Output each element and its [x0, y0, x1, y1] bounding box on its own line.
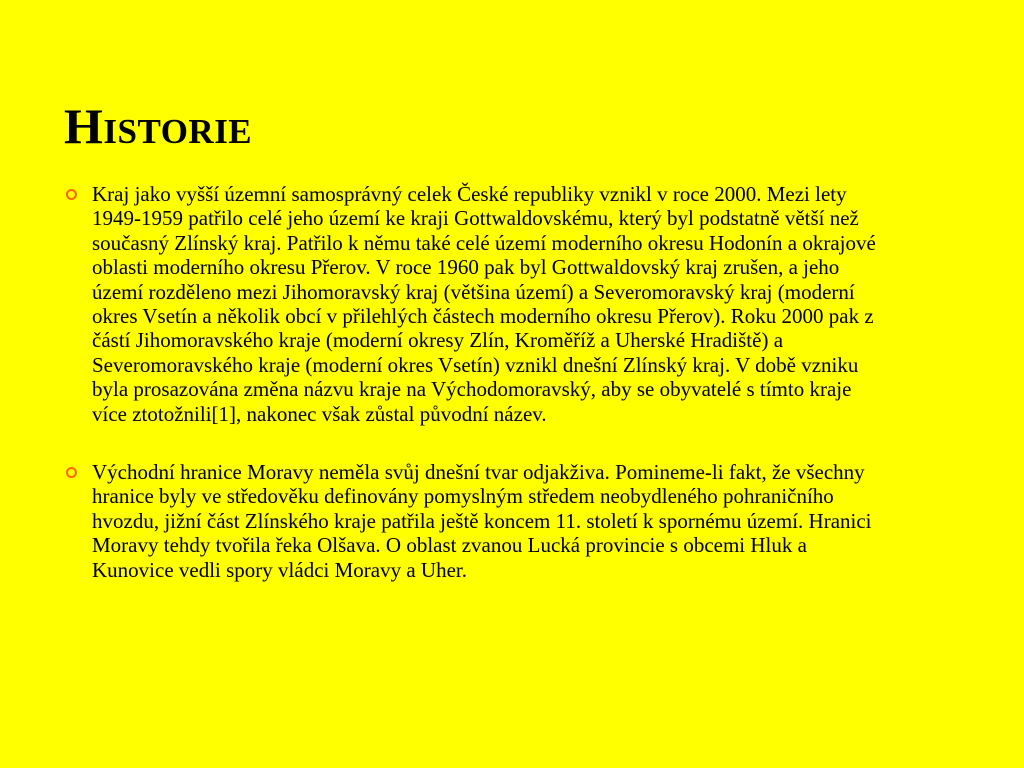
bullet-item-2	[66, 460, 886, 582]
hollow-circle-bullet-icon	[66, 189, 77, 200]
bullet-item-1	[66, 182, 886, 426]
bullet-list	[66, 182, 886, 582]
bullet-text-2: Východní hranice Moravy neměla svůj dnešní tvar odjakživa. Pomineme-li fakt, že všechny hranice byly ve středověku definovány pomyslným středem neobydleného pohraničního hvozdu, jižní část Zlínského kraje patřila ještě koncem 11. století k spornému území. Hranici Moravy tehdy tvořila řeka Olšava. O oblast zvanou Lucká provincie s obcemi Hluk a Kunovice vedli spory vládci Moravy a Uher.	[92, 460, 872, 582]
hollow-circle-bullet-icon	[66, 467, 77, 478]
bullet-text-1: Kraj jako vyšší územní samosprávný celek České republiky vznikl v roce 2000. Mezi lety 1949-1959 patřilo celé jeho území ke kraji Gottwaldovskému, který byl podstatně větší než současný Zlínský kraj. Patřilo k němu také celé území moderního okresu Hodonín a okrajové oblasti moderního okresu Přerov. V roce 1960 pak byl Gottwaldovský kraj zrušen, a jeho území rozděleno mezi Jihomoravský kraj (většina území) a Severomoravský kraj (moderní okres Vsetín a několik obcí v přilehlých částech moderního okresu Přerov). Roku 2000 pak z částí Jihomoravského kraje (moderní okresy Zlín, Kroměříž a Uherské Hradiště) a Severomoravského kraje (moderní okres Vsetín) vznikl dnešní Zlínský kraj. V době vzniku byla prosazována změna názvu kraje na Východomoravský, aby se obyvatelé s tímto kraje více ztotožnili[1], nakonec však zůstal původní název.	[92, 182, 876, 426]
slide-title: Historie	[64, 98, 253, 154]
